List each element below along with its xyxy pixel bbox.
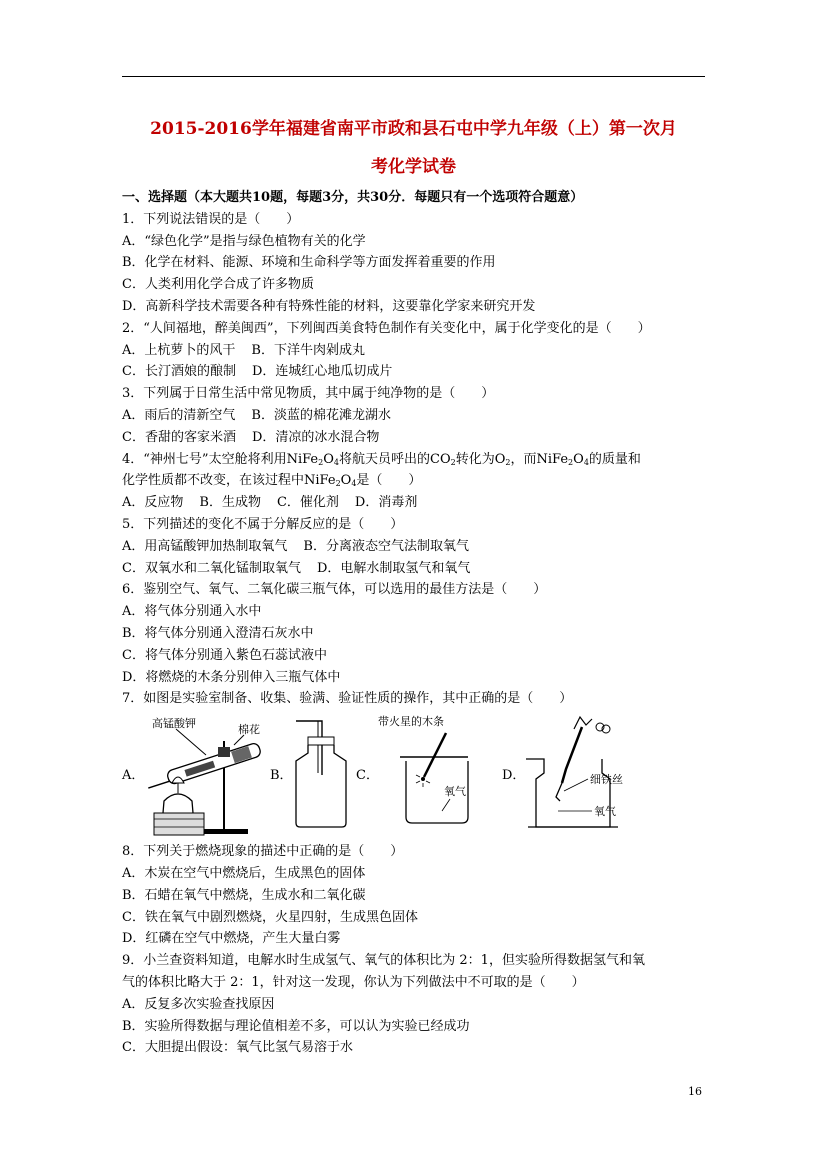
q8-option-b: B．石蜡在氧气中燃烧，生成水和二氧化碳	[122, 887, 366, 903]
header-rule	[122, 76, 705, 77]
q3-option-c: C．香甜的客家米酒	[122, 429, 236, 445]
label-iron-wire: 细铁丝	[590, 773, 623, 787]
section-heading: 一、选择题（本大题共10题，每题3分，共30分．每题只有一个选项符合题意）	[122, 190, 584, 205]
q4-text: 转化为	[455, 451, 495, 467]
figure-test-oxygen-splint	[376, 713, 496, 837]
q6-option-d: D．将燃烧的木条分别伸入三瓶气体中	[122, 669, 341, 685]
q4-text: 的质量和	[588, 451, 641, 467]
q1-stem: 1．下列说法错误的是（ ）	[122, 211, 300, 227]
q2-option-d: D．连城红心地瓜切成片	[251, 364, 393, 380]
label-glowing-splint: 带火星的木条	[378, 715, 444, 729]
q7-option-d: D．	[502, 768, 526, 784]
q2-stem: 2．“人间福地，醉美闽西”，下列闽西美食特色制作有关变化中，属于化学变化的是（ ）	[122, 320, 651, 336]
q4-text: 是（ ）	[356, 473, 422, 489]
formula-nife2o4: $NiFe_2O_4$	[286, 451, 339, 467]
figure-iron-wire-burning	[522, 713, 632, 837]
q5-options-cd	[122, 558, 722, 580]
q3-option-a: A．雨后的清新空气	[122, 407, 236, 423]
q7-option-b: B．	[270, 768, 293, 784]
q2-options-ab	[122, 340, 722, 362]
figure-heating-kmno4	[144, 713, 272, 837]
exam-title-line-1: 2015-2016学年福建省南平市政和县石屯中学九年级（上）第一次月	[150, 119, 677, 139]
q2-options-cd	[122, 361, 722, 383]
q7-figures	[122, 713, 722, 837]
q4-stem-line-1	[122, 449, 722, 471]
q3-stem: 3．下列属于日常生活中常见物质，其中属于纯净物的是（ ）	[122, 386, 495, 402]
q7-stem: 7．如图是实验室制备、收集、验满、验证性质的操作，其中正确的是（ ）	[122, 691, 573, 707]
q8-option-d: D．红磷在空气中燃烧，产生大量白雾	[122, 931, 341, 947]
q4-text: 将航天员呼出的	[338, 451, 430, 467]
q9-option-a: A．反复多次实验查找原因	[122, 996, 275, 1012]
q5-option-d: D．电解水制取氢气和氧气	[316, 560, 471, 576]
q8-stem: 8．下列关于燃烧现象的描述中正确的是（ ）	[122, 844, 404, 860]
q4-stem-line-2	[122, 470, 722, 492]
label-cotton: 棉花	[238, 723, 260, 737]
q7-option-c: C．	[356, 768, 379, 784]
q1-option-a: A．“绿色化学”是指与绿色植物有关的化学	[122, 233, 366, 249]
q1-option-b: B．化学在材料、能源、环境和生命科学等方面发挥着重要的作用	[122, 255, 496, 271]
q5-options-ab	[122, 536, 722, 558]
q4-option-c: C．催化剂	[276, 495, 339, 511]
q4-text: 化学性质都不改变，在该过程中	[122, 473, 305, 489]
q4-option-a: A．反应物	[122, 495, 184, 511]
exam-content	[122, 187, 722, 1059]
q3-option-d: D．清凉的冰水混合物	[251, 429, 380, 445]
q5-option-b: B．分离液态空气法制取氧气	[303, 538, 469, 554]
q2-option-b: B．下洋牛肉剁成丸	[251, 342, 365, 358]
page-number: 16	[688, 1085, 702, 1098]
q1-option-c: C．人类利用化学合成了许多物质	[122, 277, 314, 293]
formula-o2: $O_2$	[494, 451, 511, 467]
label-oxygen: 氧气	[594, 805, 616, 819]
q5-option-c: C．双氧水和二氧化锰制取氧气	[122, 560, 301, 576]
q6-option-a: A．将气体分别通入水中	[122, 604, 262, 620]
formula-nife2o4: $NiFe_2O_4$	[536, 451, 589, 467]
q2-option-c: C．长汀酒娘的酿制	[122, 364, 236, 380]
label-oxygen: 氧气	[444, 785, 466, 799]
exam-title-line-2: 考化学试卷	[371, 157, 456, 177]
q8-option-c: C．铁在氧气中剧烈燃烧，火星四射，生成黑色固体	[122, 909, 418, 925]
q3-options-ab	[122, 405, 722, 427]
q6-option-c: C．将气体分别通入紫色石蕊试液中	[122, 647, 327, 663]
figure-gas-collection-bottle	[288, 713, 360, 837]
q9-option-c: C．大胆提出假设：氧气比氢气易溶于水	[122, 1040, 353, 1056]
q8-option-a: A．木炭在空气中燃烧后，生成黑色的固体	[122, 865, 366, 881]
formula-co2: $CO_2$	[430, 451, 456, 467]
q4-text: 4．“神州七号”太空舱将利用	[122, 451, 287, 467]
q5-option-a: A．用高锰酸钾加热制取氧气	[122, 538, 288, 554]
q4-text: ，而	[510, 451, 537, 467]
label-kmno4: 高锰酸钾	[152, 717, 196, 731]
q9-stem-line-2: 气的体积比略大于 2：1，针对这一发现，你认为下列做法中不可取的是（ ）	[122, 974, 585, 990]
q1-option-d: D．高新科学技术需要各种有特殊性能的材料，这要靠化学家来研究开发	[122, 298, 536, 314]
q7-option-a: A．	[122, 768, 145, 784]
q6-option-b: B．将气体分别通入澄清石灰水中	[122, 625, 314, 641]
q3-option-b: B．淡蓝的棉花滩龙湖水	[251, 407, 391, 423]
q9-stem-line-1: 9．小兰查资料知道，电解水时生成氢气、氧气的体积比为 2：1，但实验所得数据氢气和氧	[122, 953, 645, 969]
q4-option-b: B．生成物	[199, 495, 261, 511]
q4-option-d: D．消毒剂	[354, 495, 418, 511]
q5-stem: 5．下列描述的变化不属于分解反应的是（ ）	[122, 516, 404, 532]
q6-stem: 6．鉴别空气、氧气、二氧化碳三瓶气体，可以选用的最佳方法是（ ）	[122, 582, 547, 598]
q2-option-a: A．上杭萝卜的风干	[122, 342, 236, 358]
q3-options-cd	[122, 427, 722, 449]
q9-option-b: B．实验所得数据与理论值相差不多，可以认为实验已经成功	[122, 1018, 470, 1034]
formula-nife2o4: $NiFe_2O_4$	[304, 473, 357, 489]
q4-options	[122, 492, 722, 514]
